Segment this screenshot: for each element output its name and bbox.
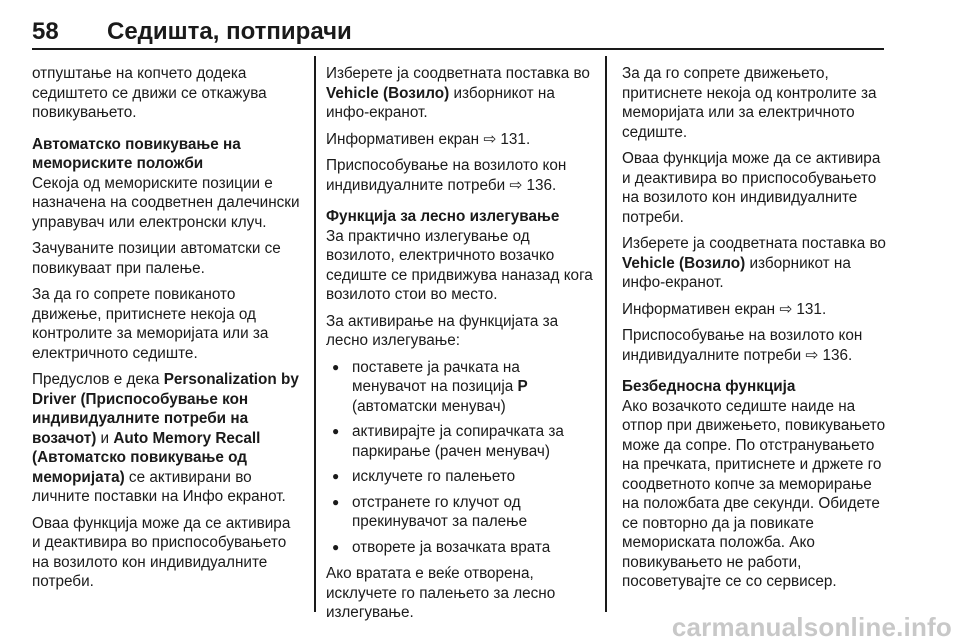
column-3 (622, 64, 890, 599)
column-divider-2 (605, 56, 607, 612)
paragraph: Секоја од мемориските позиции е назначена на соодветнен далечински управувач или електронски клуч. (32, 174, 300, 231)
section-title: Седишта, потпирачи (107, 18, 352, 45)
bullet-list (326, 358, 598, 558)
text: поставете ја рачката на менувачот на позиција (352, 358, 520, 395)
paragraph (622, 234, 890, 293)
subheading: Безбедносна функција (622, 378, 796, 395)
paragraph: Приспособување на возилото кон индивидуалните потреби ⇨ 136. (326, 157, 567, 194)
text: се активирани во личните поставки на Инфо екранот. (32, 468, 286, 505)
bold-text: Auto Memory Recall (Автоматско повикување од меморијата) (32, 429, 261, 486)
subheading: Автоматско повикување на мемориските положби (32, 135, 241, 172)
column-2 (326, 64, 598, 630)
text: изборникот на инфо-екранот. (622, 254, 851, 291)
paragraph (32, 370, 302, 507)
text: Изберете ја соодветната поставка во (622, 235, 886, 252)
header-rule (32, 48, 884, 50)
list-item: ● отстранете го клучот од прекинувачот за палење (326, 493, 598, 532)
page-header (32, 10, 884, 50)
paragraph: Ако возачкото седиште наиде на отпор при движењето, повикувањето може да сопре. По отстранувањето на пречката, притиснете и држете го соодветното копче за меморирање на положбата две секунди. Обидете се повторно да ја повикате мемориската положба. Ако повикувањето не работи, посоветувајте се со сервисер. (622, 397, 886, 590)
text: (автоматски менувач) (352, 397, 506, 415)
paragraph: Приспособување на возилото кон индивидуалните потреби ⇨ 136. (622, 327, 863, 364)
bold-text: P (517, 378, 528, 395)
paragraph: Ако вратата е веќе отворена, исклучете го палењето за лесно излегување. (326, 565, 556, 621)
bold-text: Personalization by Driver (Приспособување кон индивидуалните потреби на возачот) (32, 371, 299, 447)
list-item: ● исклучете го палењето (326, 467, 598, 487)
paragraph: отпуштање на копчето додека седиштето се движи се откажува повикувањето. (32, 65, 267, 121)
page-number: 58 (32, 18, 59, 45)
paragraph (326, 64, 598, 123)
watermark: carmanualsonline.info (671, 612, 952, 642)
paragraph: Информативен екран ⇨ 131. (622, 300, 827, 318)
paragraph: За да го сопрете движењето, притиснете некоја од контролите за меморијата или за електричното седиште. (622, 65, 877, 141)
bold-text: Vehicle (Возило) (622, 254, 746, 272)
paragraph: За активирање на функцијата за лесно излегување: (326, 312, 559, 349)
text: и (96, 429, 114, 447)
list-item (326, 358, 598, 417)
column-divider-1 (314, 56, 316, 612)
text: Изберете ја соодветната поставка во (326, 65, 590, 82)
paragraph: За да го сопрете повиканото движење, притиснете некоја од контролите за меморијата или за електричното седиште. (32, 286, 269, 362)
list-item: ● отворете ја возачката врата (326, 538, 598, 558)
paragraph: Оваа функција може да се активира и деактивира во приспособувањето на возилото кон индивидуалните потреби. (622, 150, 881, 226)
column-1 (32, 64, 302, 599)
list-item: ● активирајте ја сопирачката за паркирање (рачен менувач) (326, 422, 598, 461)
paragraph: Информативен екран ⇨ 131. (326, 130, 531, 148)
bold-text: Vehicle (Возило) (326, 84, 450, 102)
text: изборникот на инфо-екранот. (326, 84, 555, 121)
text: Предуслов е дека (32, 371, 164, 388)
paragraph: За практично излегување од возилото, електричното возачко седиште се придвижува наназад кога возилото стои во место. (326, 227, 593, 303)
paragraph: Оваа функција може да се активира и деактивира во приспособувањето на возилото кон индивидуалните потреби. (32, 514, 291, 590)
paragraph: Зачуваните позиции автоматски се повикуваат при палење. (32, 240, 281, 277)
subheading: Функција за лесно излегување (326, 208, 560, 225)
